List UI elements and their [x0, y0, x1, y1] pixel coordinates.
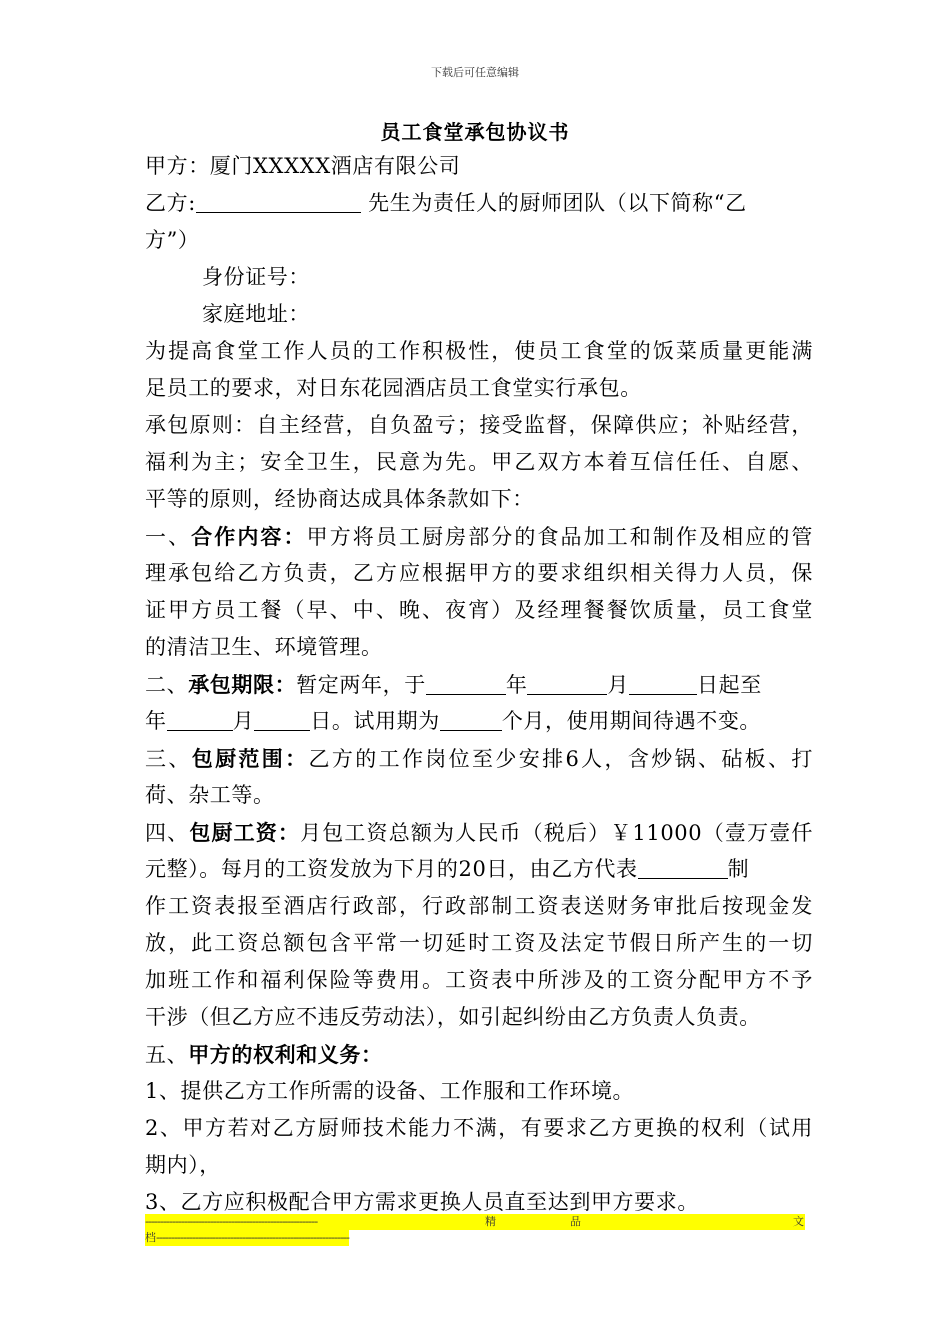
- section-5-heading: 甲方的权利和义务：: [188, 1042, 383, 1067]
- section-1-line: 证甲方员工餐（早、中、晚、夜宵）及经理餐餐饮质量，员工食堂: [145, 598, 813, 622]
- id-label: 身份证号：: [202, 265, 310, 289]
- footer-dashes: -----------------------------------------------------------------: [156, 1231, 350, 1244]
- section-4-heading: 包厨工资：: [189, 820, 301, 845]
- section-2-text: 日。试用期为: [310, 709, 440, 733]
- section-2-heading: 承包期限：: [188, 672, 297, 697]
- document-title: 员工食堂承包协议书: [380, 120, 570, 144]
- section-5-item: 3、乙方应积极配合甲方需求更换人员直至达到甲方要求。: [145, 1190, 699, 1214]
- section-2-text: 年: [505, 673, 528, 697]
- section-4-line: [145, 814, 813, 851]
- section-4-text: 制: [727, 857, 750, 881]
- section-5-heading-line: [145, 1036, 813, 1073]
- section-2-text: 月: [607, 673, 630, 697]
- section-3-text: 乙方的工作岗位至少安排6人，含炒锅、砧板、打: [308, 747, 814, 771]
- section-1-line: [145, 518, 813, 555]
- section-2-text: 年: [145, 709, 167, 733]
- section-2-text: 个月，使用期间待遇不变。: [501, 709, 762, 733]
- section-4-line: 干涉（但乙方应不违反劳动法），如引起纠纷由乙方负责人负责。: [145, 1005, 761, 1029]
- footer-row-2: [145, 1230, 349, 1246]
- section-5-item: 2、甲方若对乙方厨师技术能力不满，有要求乙方更换的权利（试用: [145, 1116, 813, 1140]
- section-5-item: 1、提供乙方工作所需的设备、工作服和工作环境。: [145, 1079, 635, 1103]
- document-body: [145, 148, 813, 1221]
- section-4-text: 元整）。每月的工资发放为下月的20日，由乙方代表: [145, 857, 638, 881]
- start-day-blank: [629, 672, 697, 695]
- header-note: 下载后可任意编辑: [431, 66, 519, 79]
- section-2-text: 日起至: [697, 673, 762, 697]
- party-b-blank: [196, 190, 361, 213]
- section-4-line: 作工资表报至酒店行政部，行政部制工资表送财务审批后按现金发: [145, 894, 813, 918]
- section-3-heading: 包厨范围：: [191, 746, 309, 771]
- party-a-line: 甲方：厦门XXXXX酒店有限公司: [145, 154, 461, 178]
- end-month-blank: [254, 708, 310, 731]
- footer-char: 精: [485, 1215, 496, 1228]
- party-b-suffix: 先生为责任人的厨师团队（以下简称“乙: [360, 191, 747, 215]
- section-1-number: 一、: [145, 525, 192, 549]
- section-4-line: 加班工作和福利保险等费用。工资表中所涉及的工资分配甲方不予: [145, 968, 813, 992]
- section-2-text: 暂定两年，于: [296, 673, 426, 697]
- start-month-blank: [527, 672, 607, 695]
- section-2-line: [145, 703, 813, 740]
- party-b-line: [145, 185, 813, 222]
- section-4-line: 放，此工资总额包含平常一切延时工资及法定节假日所产生的一切: [145, 931, 813, 955]
- principle-line: 平等的原则，经协商达成具体条款如下：: [145, 487, 534, 511]
- footer-banner: [145, 1214, 805, 1246]
- footer-char: 档: [145, 1231, 156, 1244]
- section-2-number: 二、: [145, 673, 189, 697]
- section-1-heading: 合作内容：: [191, 524, 307, 549]
- section-3-line: [145, 740, 813, 777]
- principle-line: 承包原则：自主经营，自负盈亏；接受监督，保障供应；补贴经营，: [145, 413, 813, 437]
- section-3-number: 三、: [145, 747, 192, 771]
- trial-period-blank: [440, 708, 502, 731]
- intro-line: 为提高食堂工作人员的工作积极性，使员工食堂的饭菜质量更能满: [145, 339, 813, 363]
- footer-char: 品: [570, 1215, 581, 1228]
- section-5-number: 五、: [145, 1043, 189, 1067]
- section-4-number: 四、: [145, 821, 190, 845]
- principle-line: 福利为主；安全卫生，民意为先。甲乙双方本着互信任任、自愿、: [145, 450, 813, 474]
- section-5-item: 期内），: [145, 1153, 221, 1177]
- party-b-prefix: 乙方:: [145, 191, 196, 215]
- start-year-blank: [426, 672, 506, 695]
- section-3-line: 荷、杂工等。: [145, 783, 275, 807]
- section-4-line: [145, 851, 813, 888]
- intro-line: 足员工的要求，对日东花园酒店员工食堂实行承包。: [145, 376, 642, 400]
- footer-dashes: ----------------------------------------------------------: [145, 1215, 318, 1228]
- section-2-line: [145, 666, 813, 703]
- section-1-line: 的清洁卫生、环境管理。: [145, 635, 383, 659]
- representative-blank: [638, 856, 728, 879]
- address-label: 家庭地址：: [202, 302, 310, 326]
- section-4-text: 月包工资总额为人民币（税后）￥11000（壹万壹仟: [300, 821, 813, 845]
- party-b-cont: 方”）: [145, 228, 200, 252]
- section-1-text: 甲方将员工厨房部分的食品加工和制作及相应的管: [306, 525, 814, 549]
- footer-char: 文: [793, 1215, 804, 1228]
- footer-row-1: [145, 1214, 805, 1230]
- end-year-blank: [167, 708, 233, 731]
- section-1-line: 理承包给乙方负责，乙方应根据甲方的要求组织相关得力人员，保: [145, 561, 813, 585]
- section-2-text: 月: [232, 709, 255, 733]
